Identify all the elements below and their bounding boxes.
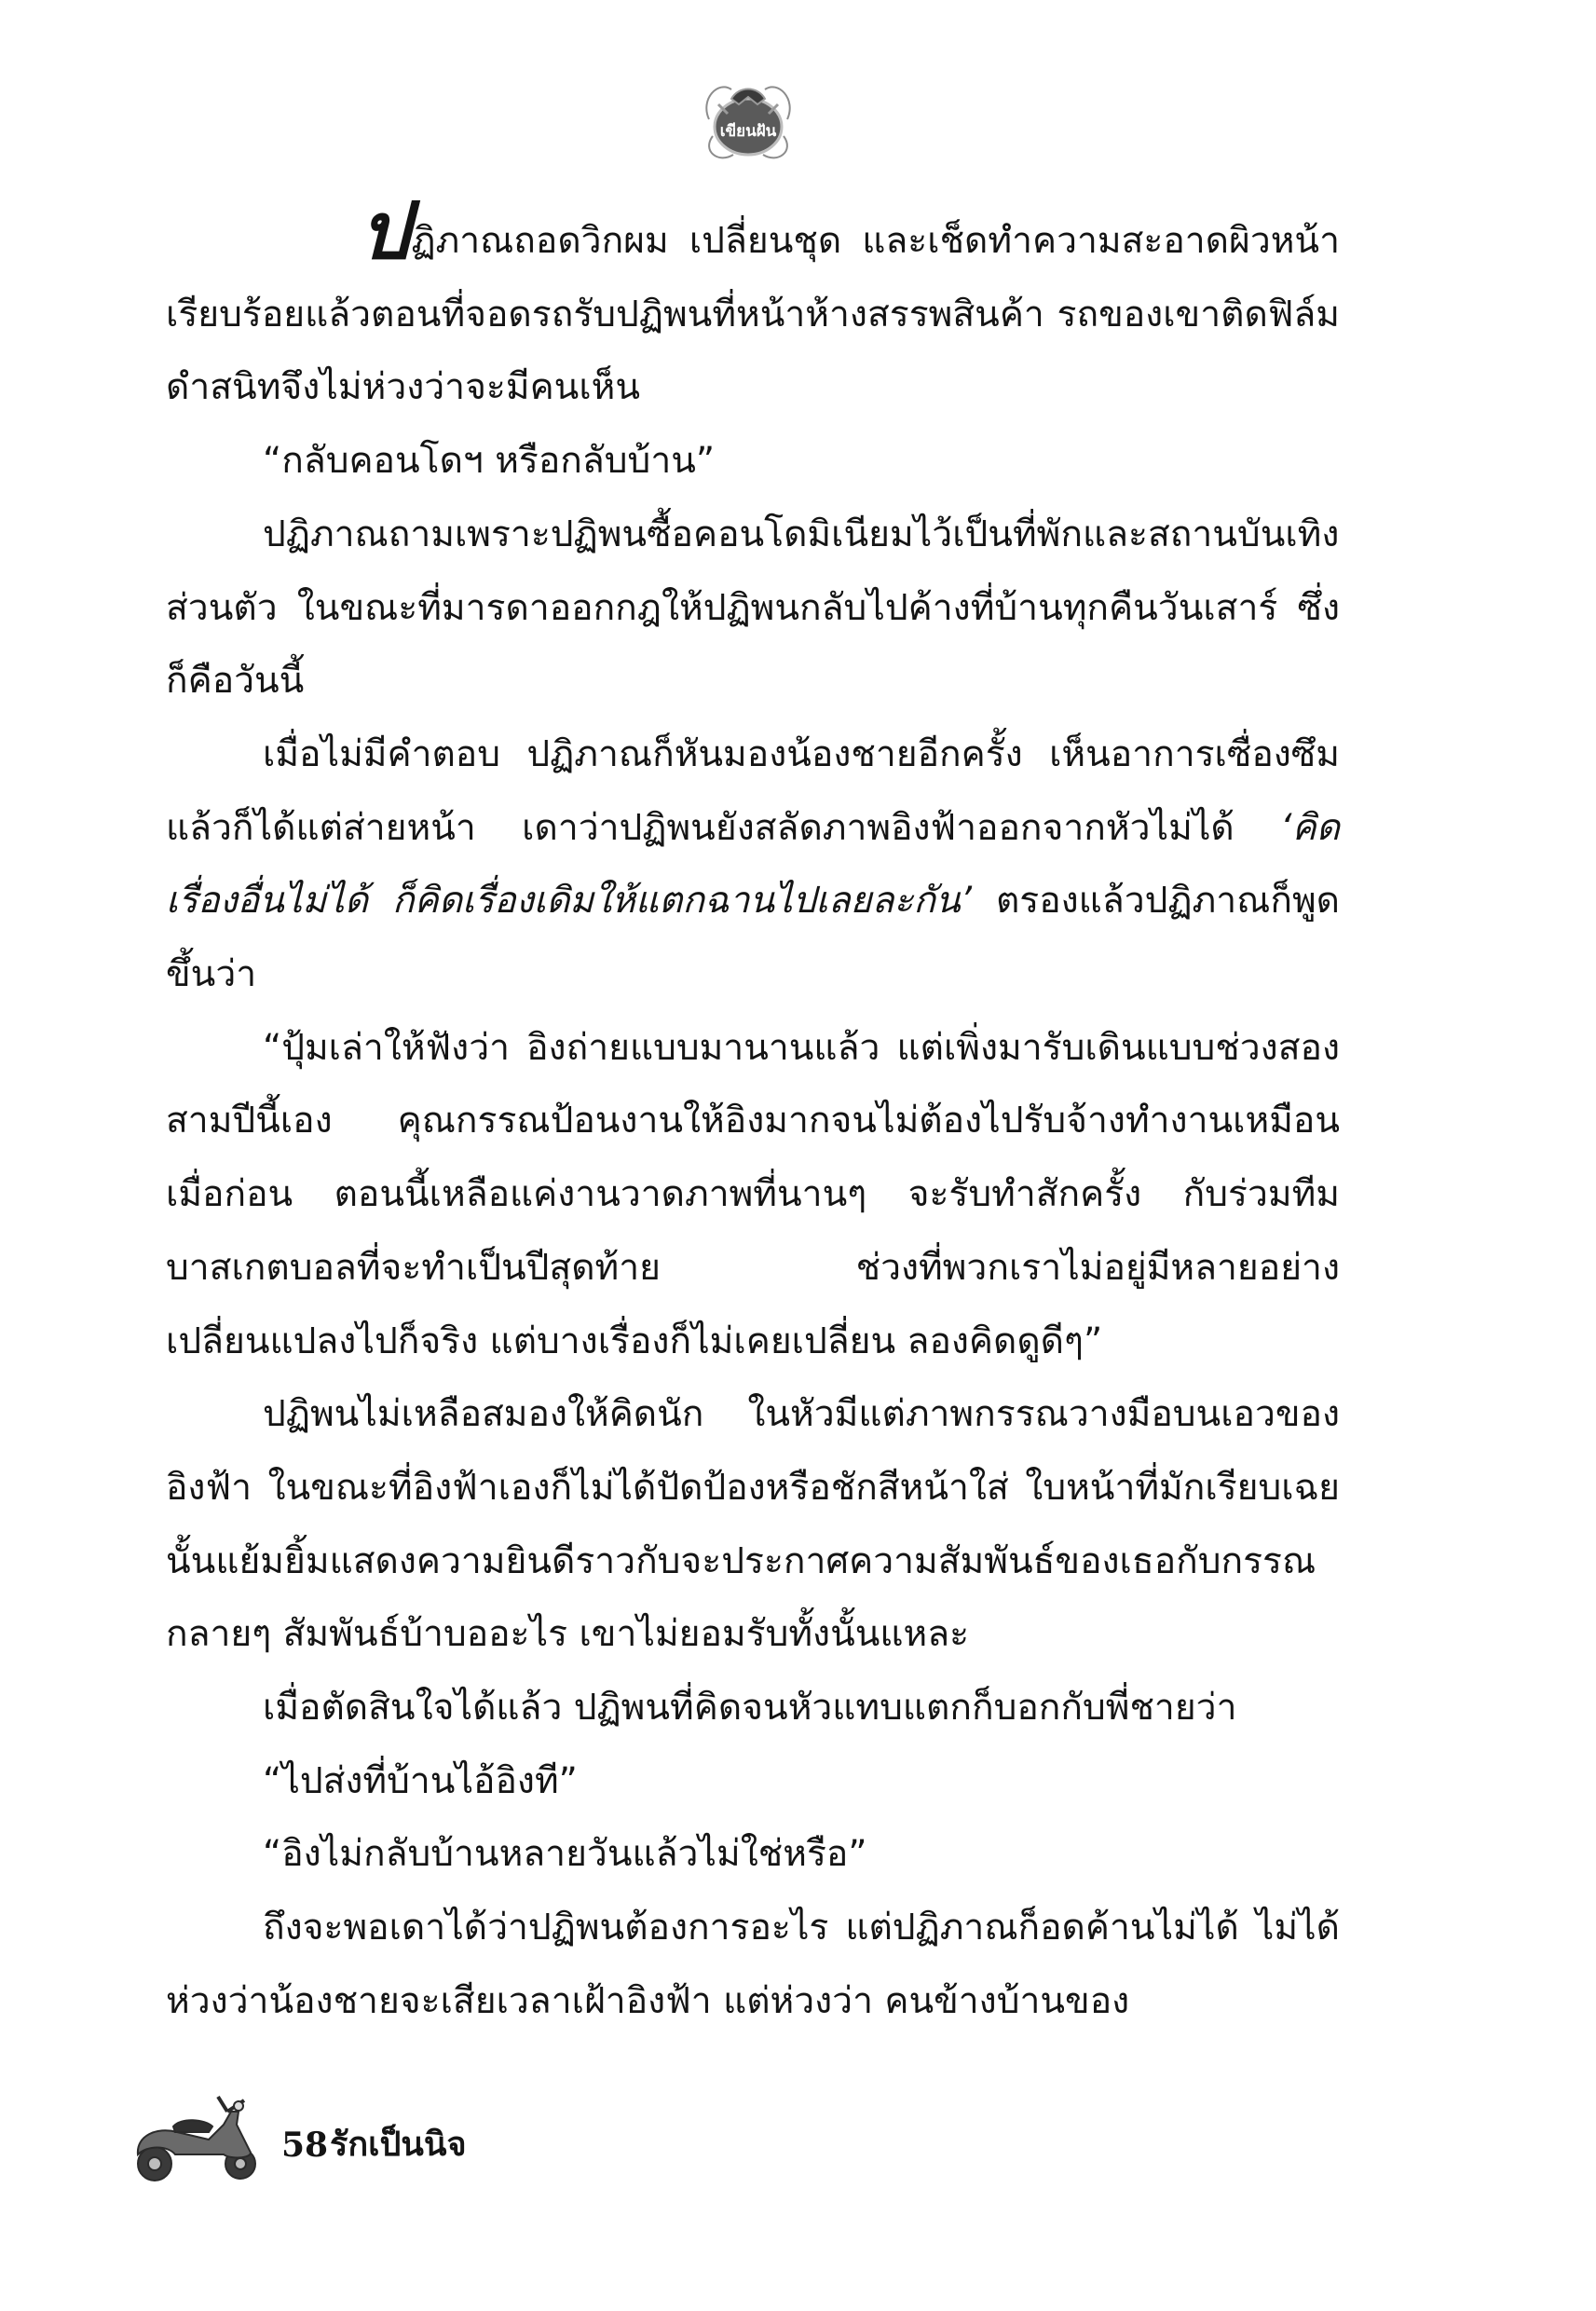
paragraph xyxy=(166,185,1340,425)
paragraph: ปฏิภาณถามเพราะปฏิพนซื้อคอนโดมิเนียมไว้เป็นที่พักและสถานบันเทิงส่วนตัว ในขณะที่มารดาออกกฎให้ปฏิพนกลับไปค้างที่บ้านทุกคืนวันเสาร์ ซึ่งก็คือวันนี้ xyxy=(166,513,1340,703)
chapter-body xyxy=(166,185,1340,2039)
scooter-icon xyxy=(119,2084,276,2186)
paragraph: “กลับคอนโดฯ หรือกลับบ้าน” xyxy=(263,440,716,483)
paragraph xyxy=(166,718,1340,1012)
book-title: รักเป็นนิจ xyxy=(330,2126,467,2164)
paragraph: ถึงจะพอเดาได้ว่าปฏิพนต้องการอะไร แต่ปฏิภาณก็อดค้านไม่ได้ ไม่ได้ห่วงว่าน้องชายจะเสียเวลาเฝ้าอิงฟ้า แต่ห่วงว่า คนข้างบ้านของ xyxy=(166,1907,1340,2022)
paragraph-text: ฏิภาณถอดวิกผม เปลี่ยนชุด และเช็ดทำความสะอาดผิวหน้าเรียบร้อยแล้วตอนที่จอดรถรับปฏิพนที่หน้าห้างสรรพสินค้า รถของเขาติดฟิล์มดำสนิทจึงไม่ห่วงว่าจะมีคนเห็น xyxy=(166,220,1340,409)
paragraph: “ปุ้มเล่าให้ฟังว่า อิงถ่ายแบบมานานแล้ว แต่เพิ่งมารับเดินแบบช่วงสองสามปีนี้เอง คุณกรรณป้อนงานให้อิงมากจนไม่ต้องไปรับจ้างทำงานเหมือนเมื่อก่อน ตอนนี้เหลือแค่งานวาดภาพที่นานๆ จะรับทำสักครั้ง กับร่วมทีมบาสเกตบอลที่จะทำเป็นปีสุดท้าย ช่วงที่พวกเราไม่อยู่มีหลายอย่างเปลี่ยนแปลงไปก็จริง แต่บางเรื่องก็ไม่เคยเปลี่ยน ลองคิดดูดีๆ” xyxy=(166,1026,1340,1362)
logo-text: เขียนฝัน xyxy=(719,122,777,141)
page-footer xyxy=(119,2084,678,2186)
drop-cap: ป xyxy=(360,185,410,277)
paragraph: “อิงไม่กลับบ้านหลายวันแล้วไม่ใช่หรือ” xyxy=(263,1833,867,1876)
page-number: 58 xyxy=(281,2126,329,2165)
paragraph: ปฏิพนไม่เหลือสมองให้คิดนัก ในหัวมีแต่ภาพกรรณวางมือบนเอวของอิงฟ้า ในขณะที่อิงฟ้าเองก็ไม่ได้ปัดป้องหรือชักสีหน้าใส่ ใบหน้าที่มักเรียบเฉยนั้นแย้มยิ้มแสดงความยินดีราวกับจะประกาศความสัมพันธ์ของเธอกับกรรณกลายๆ สัมพันธ์บ้าบออะไร เขาไม่ยอมรับทั้งนั้นแหละ xyxy=(166,1393,1340,1656)
paragraph-text: เมื่อไม่มีคำตอบ ปฏิภาณก็หันมองน้องชายอีกครั้ง เห็นอาการเซื่องซึมแล้วก็ได้แต่ส่ายหน้า เดาว่าปฏิพนยังสลัดภาพอิงฟ้าออกจากหัวไม่ได้ xyxy=(166,732,1340,849)
paragraph: “ไปส่งที่บ้านไอ้อิงที” xyxy=(263,1759,578,1802)
publisher-seal-icon xyxy=(690,62,806,177)
paragraph-text: ตรองแล้วปฏิภาณก็พูดขึ้นว่า xyxy=(166,880,1340,996)
paragraph: เมื่อตัดสินใจได้แล้ว ปฏิพนที่คิดจนหัวแทบแตกก็บอกกับพี่ชายว่า xyxy=(263,1687,1237,1730)
italic-thought: ‘คิดเรื่องอื่นไม่ได้ ก็คิดเรื่องเดิมให้แตกฉานไปเลยละกัน’ xyxy=(166,806,1340,923)
